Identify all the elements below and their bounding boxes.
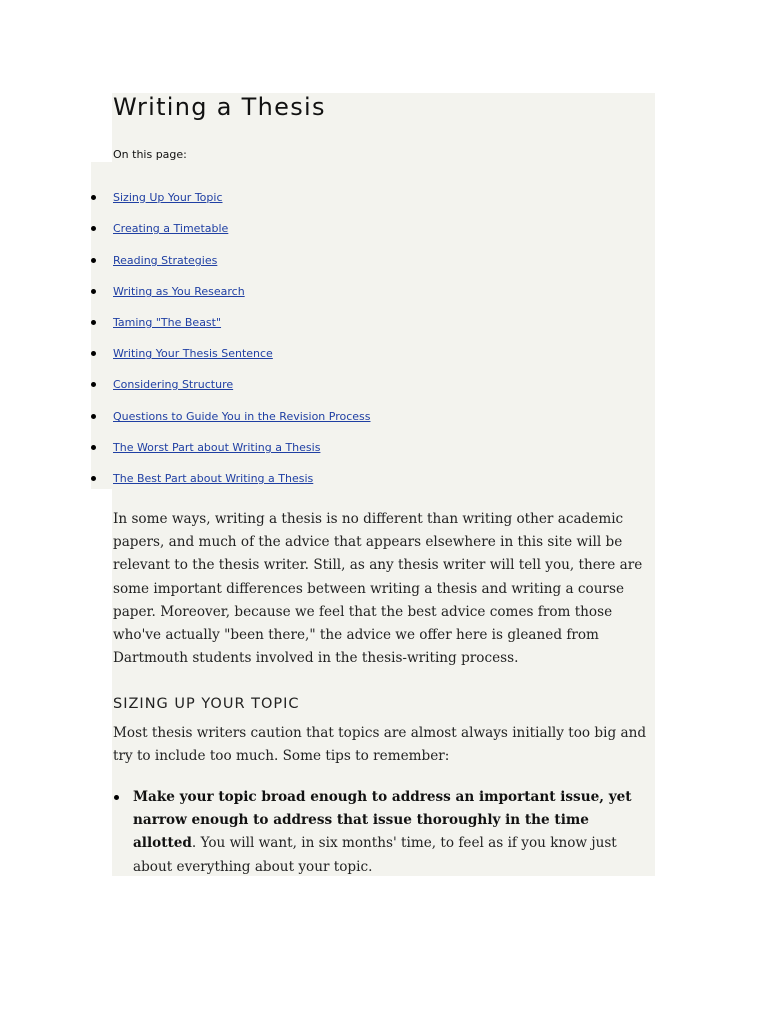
bullet-icon xyxy=(114,795,119,800)
section-paragraph: Most thesis writers caution that topics are almost always initially too big and try to include too much. Some tips to remember: xyxy=(113,725,647,765)
tip-item xyxy=(133,786,655,879)
bullet-icon xyxy=(91,414,96,419)
bullet-icon xyxy=(91,445,96,450)
toc-link-writing-your-thesis-sentence[interactable]: Writing Your Thesis Sentence xyxy=(113,347,273,360)
toc-item xyxy=(0,409,600,425)
toc-item xyxy=(0,315,600,331)
toc-item xyxy=(0,284,600,300)
tip-body-text: . You will want, in six months' time, to feel as if you know just about everything about your topic. xyxy=(133,835,617,875)
toc-link-revision-questions[interactable]: Questions to Guide You in the Revision Process xyxy=(113,410,371,423)
toc-link-reading-strategies[interactable]: Reading Strategies xyxy=(113,254,218,267)
toc-item xyxy=(0,190,600,206)
toc-link-creating-a-timetable[interactable]: Creating a Timetable xyxy=(113,222,229,235)
intro-paragraph: In some ways, writing a thesis is no different than writing other academic papers, and much of the advice that appears elsewhere in this site will be relevant to the thesis writer. Still, as any thesis writer will tell you, there are some important differences between writing a thesis and writing a course paper. Moreover, because we feel that the best advice comes from those who've actually "been there," the advice we offer here is gleaned from Dartmouth students involved in the thesis-writing process. xyxy=(113,511,643,667)
bullet-icon xyxy=(91,258,96,263)
toc-item xyxy=(0,253,600,269)
section-heading: SIZING UP YOUR TOPIC xyxy=(113,696,300,712)
toc-item xyxy=(0,221,600,237)
page-title: Writing a Thesis xyxy=(113,93,326,121)
toc-item xyxy=(0,377,600,393)
tip-bold-text: Make your topic broad enough to address an important issue, yet narrow enough to address that issue thoroughly in the time allotted xyxy=(133,789,632,852)
toc-link-considering-structure[interactable]: Considering Structure xyxy=(113,378,234,391)
bullet-icon xyxy=(91,195,96,200)
bullet-icon xyxy=(91,382,96,387)
toc-link-sizing-up-your-topic[interactable]: Sizing Up Your Topic xyxy=(113,191,223,204)
on-this-page-label: On this page: xyxy=(113,148,187,161)
bullet-icon xyxy=(91,351,96,356)
toc-item xyxy=(0,346,600,362)
toc-link-taming-the-beast[interactable]: Taming "The Beast" xyxy=(113,316,222,329)
bullet-icon xyxy=(91,226,96,231)
toc-item xyxy=(0,440,600,456)
toc-item xyxy=(0,471,600,487)
bullet-icon xyxy=(91,289,96,294)
bullet-icon xyxy=(91,476,96,481)
toc-link-best-part[interactable]: The Best Part about Writing a Thesis xyxy=(113,472,314,485)
toc-link-writing-as-you-research[interactable]: Writing as You Research xyxy=(113,285,245,298)
bullet-icon xyxy=(91,320,96,325)
toc-link-worst-part[interactable]: The Worst Part about Writing a Thesis xyxy=(113,441,321,454)
